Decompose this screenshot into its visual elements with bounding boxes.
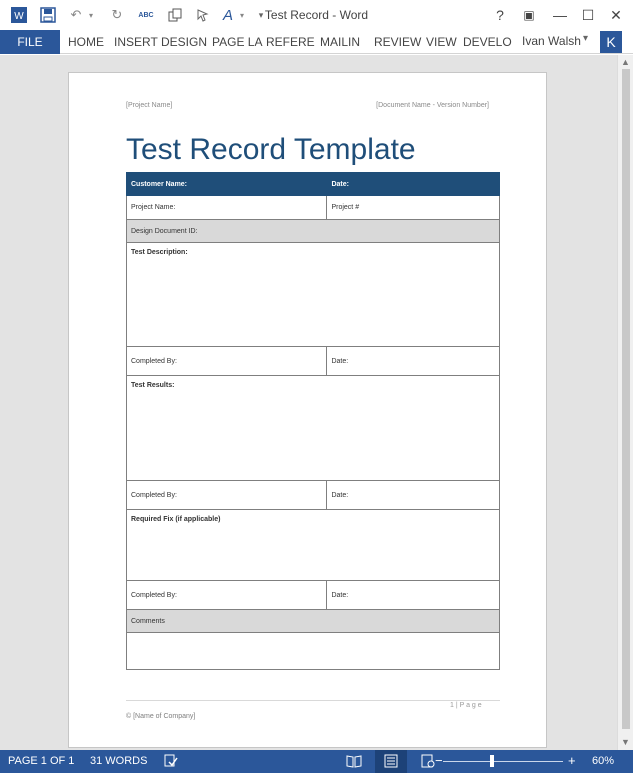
zoom-level[interactable]: 60% [592,755,615,767]
tab-developer[interactable]: DEVELO [463,35,512,49]
document-title[interactable]: Test Record Template [126,133,416,166]
svg-text:W: W [14,11,24,22]
ribbon-tab-bar [0,30,633,54]
vertical-scrollbar[interactable] [617,55,633,750]
footer-company[interactable]: © [Name of Company] [126,713,196,720]
date-cell[interactable]: Date: [327,581,500,610]
scroll-up-icon[interactable]: ▲ [621,57,630,67]
zoom-in-button[interactable]: + [568,753,576,768]
undo-dropdown-icon[interactable]: ▾ [88,10,93,20]
status-bar [0,750,633,773]
maximize-button[interactable]: ☐ [581,6,595,23]
zoom-slider[interactable] [443,761,563,762]
minimize-button[interactable]: — [553,7,567,23]
customize-toolbar-icon[interactable]: ▾ [258,9,264,20]
zoom-out-button[interactable]: − [435,753,443,768]
tab-page-layout[interactable]: PAGE LA [212,35,263,49]
date-cell[interactable]: Date: [327,173,500,196]
scroll-thumb[interactable] [622,69,630,729]
header-document-name[interactable]: [Document Name - Version Number] [376,102,489,109]
date-cell[interactable]: Date: [327,481,500,510]
scroll-down-icon[interactable]: ▼ [621,737,630,747]
print-layout-icon[interactable] [384,754,398,771]
help-button[interactable]: ? [496,7,504,23]
tab-design[interactable]: DESIGN [161,35,208,49]
chevron-down-icon[interactable]: ▾ [583,33,589,44]
date-cell[interactable]: Date: [327,347,500,376]
zoom-slider-thumb[interactable] [490,755,494,767]
test-record-table [126,172,500,670]
title-bar [0,0,633,30]
tab-view[interactable]: VIEW [426,35,457,49]
test-description-cell[interactable]: Test Description: [127,243,500,347]
user-name[interactable]: Ivan Walsh [522,34,581,48]
test-results-cell[interactable]: Test Results: [127,376,500,481]
tab-file[interactable]: FILE [0,30,60,54]
window-title: Test Record - Word [264,8,369,22]
tab-review[interactable]: REVIEW [374,35,422,49]
completed-by-cell[interactable]: Completed By: [127,347,327,376]
comments-header-cell[interactable]: Comments [127,610,500,633]
tab-home[interactable]: HOME [68,35,104,49]
completed-by-cell[interactable]: Completed By: [127,481,327,510]
tab-mailings[interactable]: MAILIN [320,35,361,49]
page-count-status[interactable]: PAGE 1 OF 1 [8,755,75,767]
proofing-icon[interactable] [164,754,178,771]
spelling-check-icon[interactable]: ABC [138,11,154,19]
tab-insert[interactable]: INSERT [114,35,158,49]
customer-name-cell[interactable]: Customer Name: [127,173,327,196]
completed-by-cell[interactable]: Completed By: [127,581,327,610]
avatar[interactable]: K [600,31,622,53]
web-layout-icon[interactable] [421,754,435,771]
comments-body-cell[interactable] [127,633,500,670]
design-document-id-cell[interactable]: Design Document ID: [127,220,500,243]
font-color-icon[interactable]: A [222,6,233,24]
ribbon-display-button[interactable]: ▣ [523,8,535,22]
word-count-status[interactable]: 31 WORDS [90,755,148,767]
header-project-name[interactable]: [Project Name] [126,102,173,109]
required-fix-cell[interactable]: Required Fix (if applicable) [127,510,500,581]
footer-page-number[interactable]: 1 | P a g e [450,702,482,709]
font-color-dropdown-icon[interactable]: ▾ [239,10,244,20]
undo-icon[interactable]: ↶ [70,7,82,22]
project-name-cell[interactable]: Project Name: [127,196,327,220]
footer-divider [126,700,500,701]
read-mode-icon[interactable] [346,754,362,771]
project-number-cell[interactable]: Project # [327,196,500,220]
document-page[interactable] [68,72,547,748]
redo-icon[interactable]: ↻ [111,7,123,22]
tab-references[interactable]: REFERE [266,35,315,49]
close-button[interactable]: ✕ [610,6,622,23]
document-canvas[interactable] [0,55,617,750]
